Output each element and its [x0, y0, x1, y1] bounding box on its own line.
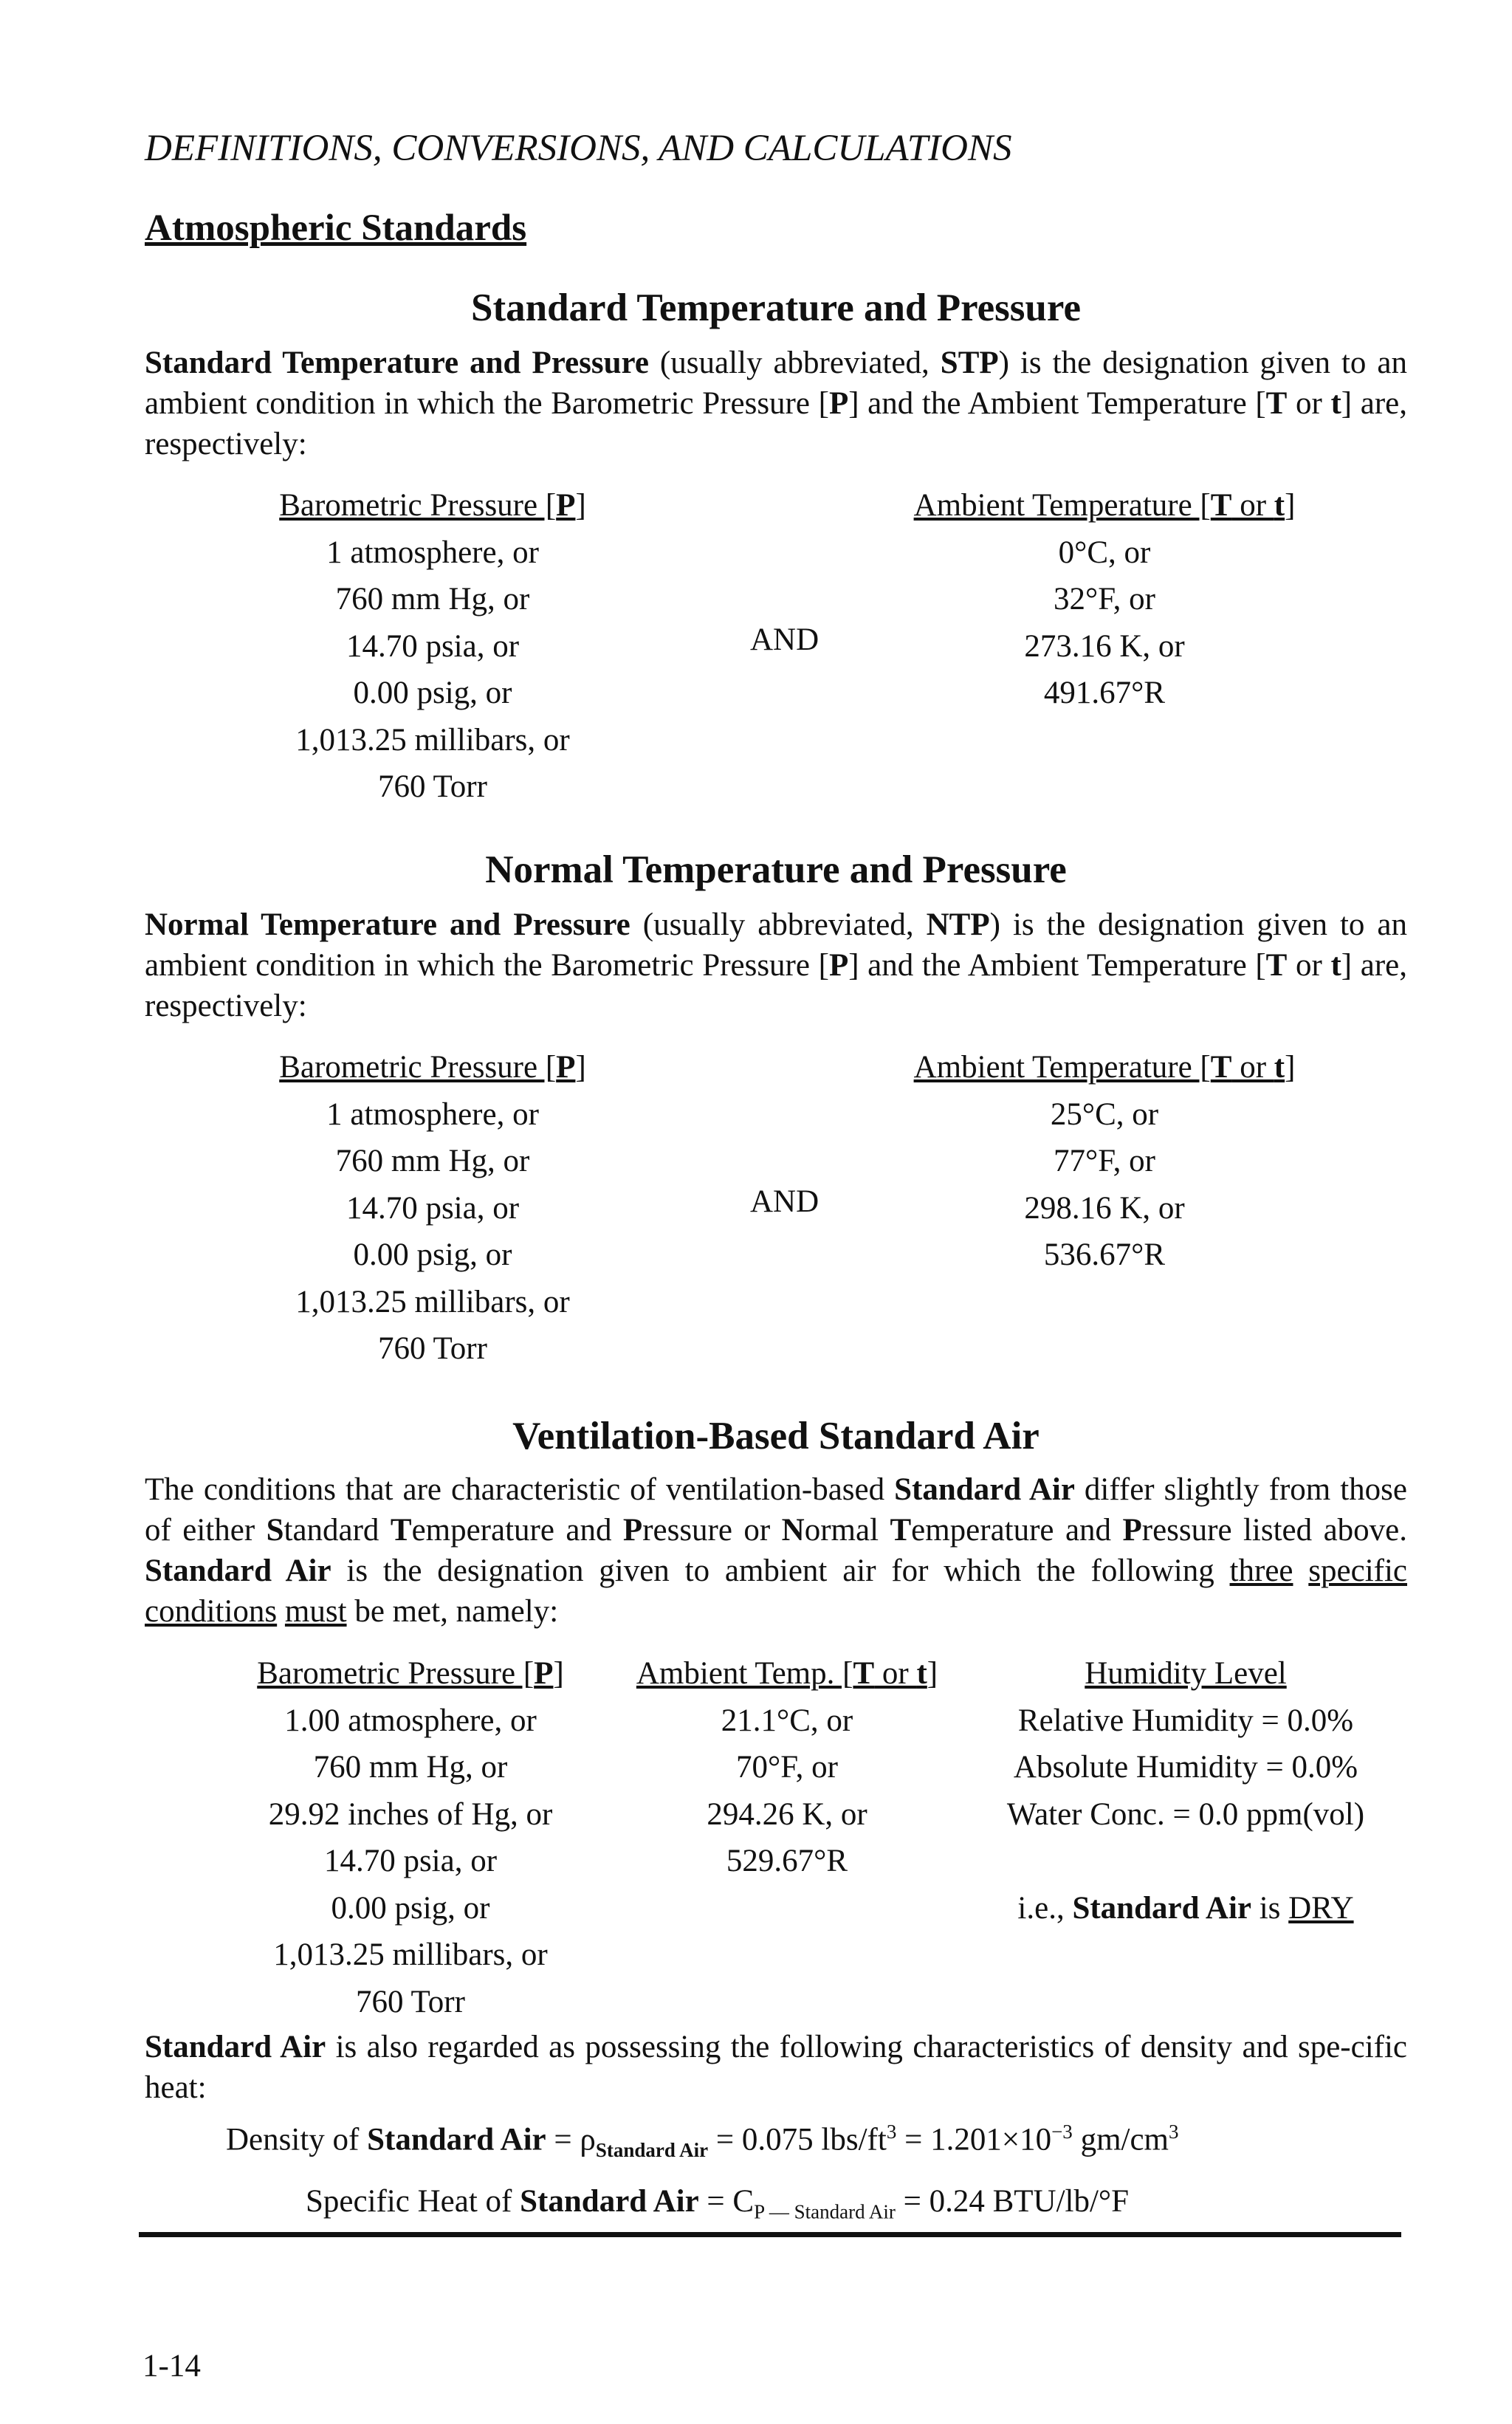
vent-pressure-value: 760 Torr: [356, 1984, 465, 2019]
stp-temp-value: 0°C, or: [1058, 535, 1151, 570]
vent-pressure-value: 1,013.25 millibars, or: [273, 1937, 548, 1972]
ntp-temp-header: Ambient Temperature [T or t]: [913, 1050, 1296, 1085]
bottom-rule: [139, 2232, 1401, 2237]
vent-dry-note: i.e., Standard Air is DRY: [1017, 1890, 1354, 1926]
vent-temp-value: 529.67°R: [726, 1844, 848, 1878]
ntp-pressure-value: 760 Torr: [378, 1331, 487, 1366]
stp-pressure-column: [263, 482, 602, 811]
stp-pressure-value: 760 Torr: [378, 769, 487, 804]
stp-title: Standard Temperature and Pressure: [470, 286, 1081, 329]
stp-pressure-header: Barometric Pressure [P]: [279, 488, 586, 523]
stp-temp-value: 273.16 K, or: [1024, 628, 1185, 664]
stp-temp-column: [898, 482, 1311, 717]
ntp-title: Normal Temperature and Pressure: [485, 848, 1067, 891]
vent-humidity-value: Water Conc. = 0.0 ppm(vol): [1006, 1796, 1365, 1832]
stp-and: AND: [750, 622, 819, 657]
vent-paragraph: The conditions that are characteristic of ventilation-based Standard Air differ slightly from those of either Standard Temperature and Pressure or Normal Temperature and Pressure listed above. Standard Air is the designation given to ambient air for which the following three specific conditions must be met, namely:: [145, 1472, 1407, 1629]
vent-pressure-value: 29.92 inches of Hg, or: [268, 1796, 553, 1832]
vent-pressure-column: [241, 1650, 580, 2025]
stp-pressure-value: 1,013.25 millibars, or: [295, 722, 570, 758]
ntp-paragraph: Normal Temperature and Pressure (usually abbreviated, NTP) is the designation given to an ambient condition in which the Barometric Pressure [P] and the Ambient Temperature [T or t] are, respectively:: [145, 907, 1407, 1023]
ntp-temp-value: 77°F, or: [1054, 1144, 1155, 1178]
specific-heat-formula: Specific Heat of Standard Air = $C_{P — Standard Air} = 0.24$ BTU/lb/°F: [306, 2184, 1130, 2223]
stp-pressure-value: 0.00 psig, or: [353, 676, 512, 710]
stp-temp-value: 491.67°R: [1043, 676, 1166, 710]
vent-pressure-value: 0.00 psig, or: [331, 1890, 490, 1926]
stp-temp-value: 32°F, or: [1054, 582, 1155, 617]
density-formula: Density of Standard Air = $\rho_{Standard Air} = 0.075$ lbs/$ft^3 = 1.201\times 10^{-3}$ $gm/cm^3$: [226, 2121, 1179, 2161]
vent-humidity-value: Relative Humidity = 0.0%: [1017, 1703, 1354, 1738]
closing-paragraph: Standard Air is also regarded as possessing the following characteristics of density and spe-cific heat:: [145, 2030, 1407, 2105]
vent-humidity-spacer: [979, 1838, 1392, 1885]
vent-humidity-value: Absolute Humidity = 0.0%: [1013, 1750, 1358, 1785]
ntp-temp-column: [898, 1044, 1311, 1279]
ntp-temp-value: 25°C, or: [1050, 1096, 1159, 1132]
stp-pressure-value: 1 atmosphere, or: [326, 535, 539, 570]
stp-temp-header: Ambient Temperature [T or t]: [913, 488, 1296, 523]
page-number: 1-14: [142, 2349, 201, 2383]
ntp-temp-value: 298.16 K, or: [1024, 1190, 1185, 1226]
vent-pressure-value: 1.00 atmosphere, or: [284, 1703, 537, 1738]
vent-pressure-value: 14.70 psia, or: [323, 1844, 498, 1878]
vent-title: Ventilation-Based Standard Air: [512, 1415, 1040, 1458]
vent-temp-value: 21.1°C, or: [721, 1703, 853, 1738]
ntp-pressure-column: [263, 1044, 602, 1373]
vent-temp-header: Ambient Temp. [T or t]: [636, 1656, 938, 1691]
vent-humidity-header: Humidity Level: [1085, 1656, 1287, 1691]
stp-paragraph: Standard Temperature and Pressure (usually abbreviated, STP) is the designation given to an ambient condition in which the Barometric Pressure [P] and the Ambient Temperature [T or t] are, respectively:: [145, 346, 1408, 461]
vent-temp-column: [617, 1650, 957, 1885]
ntp-and: AND: [750, 1184, 819, 1219]
ntp-temp-value: 536.67°R: [1043, 1237, 1166, 1272]
vent-pressure-value: 760 mm Hg, or: [313, 1750, 508, 1785]
vent-temp-value: 70°F, or: [736, 1750, 838, 1785]
ntp-pressure-value: 760 mm Hg, or: [335, 1144, 530, 1178]
section-title: Atmospheric Standards: [145, 207, 527, 249]
stp-pressure-value: 760 mm Hg, or: [335, 582, 530, 617]
ntp-pressure-value: 0.00 psig, or: [353, 1237, 512, 1272]
ntp-pressure-value: 1,013.25 millibars, or: [295, 1284, 570, 1319]
vent-pressure-header: Barometric Pressure [P]: [257, 1656, 564, 1691]
ntp-pressure-value: 14.70 psia, or: [346, 1190, 520, 1226]
vent-humidity-column: [979, 1650, 1392, 1932]
stp-pressure-value: 14.70 psia, or: [346, 628, 520, 664]
vent-temp-value: 294.26 K, or: [707, 1796, 867, 1832]
ntp-pressure-header: Barometric Pressure [P]: [279, 1050, 586, 1085]
ntp-pressure-value: 1 atmosphere, or: [326, 1096, 539, 1132]
running-head: DEFINITIONS, CONVERSIONS, AND CALCULATIONS: [145, 128, 1012, 169]
